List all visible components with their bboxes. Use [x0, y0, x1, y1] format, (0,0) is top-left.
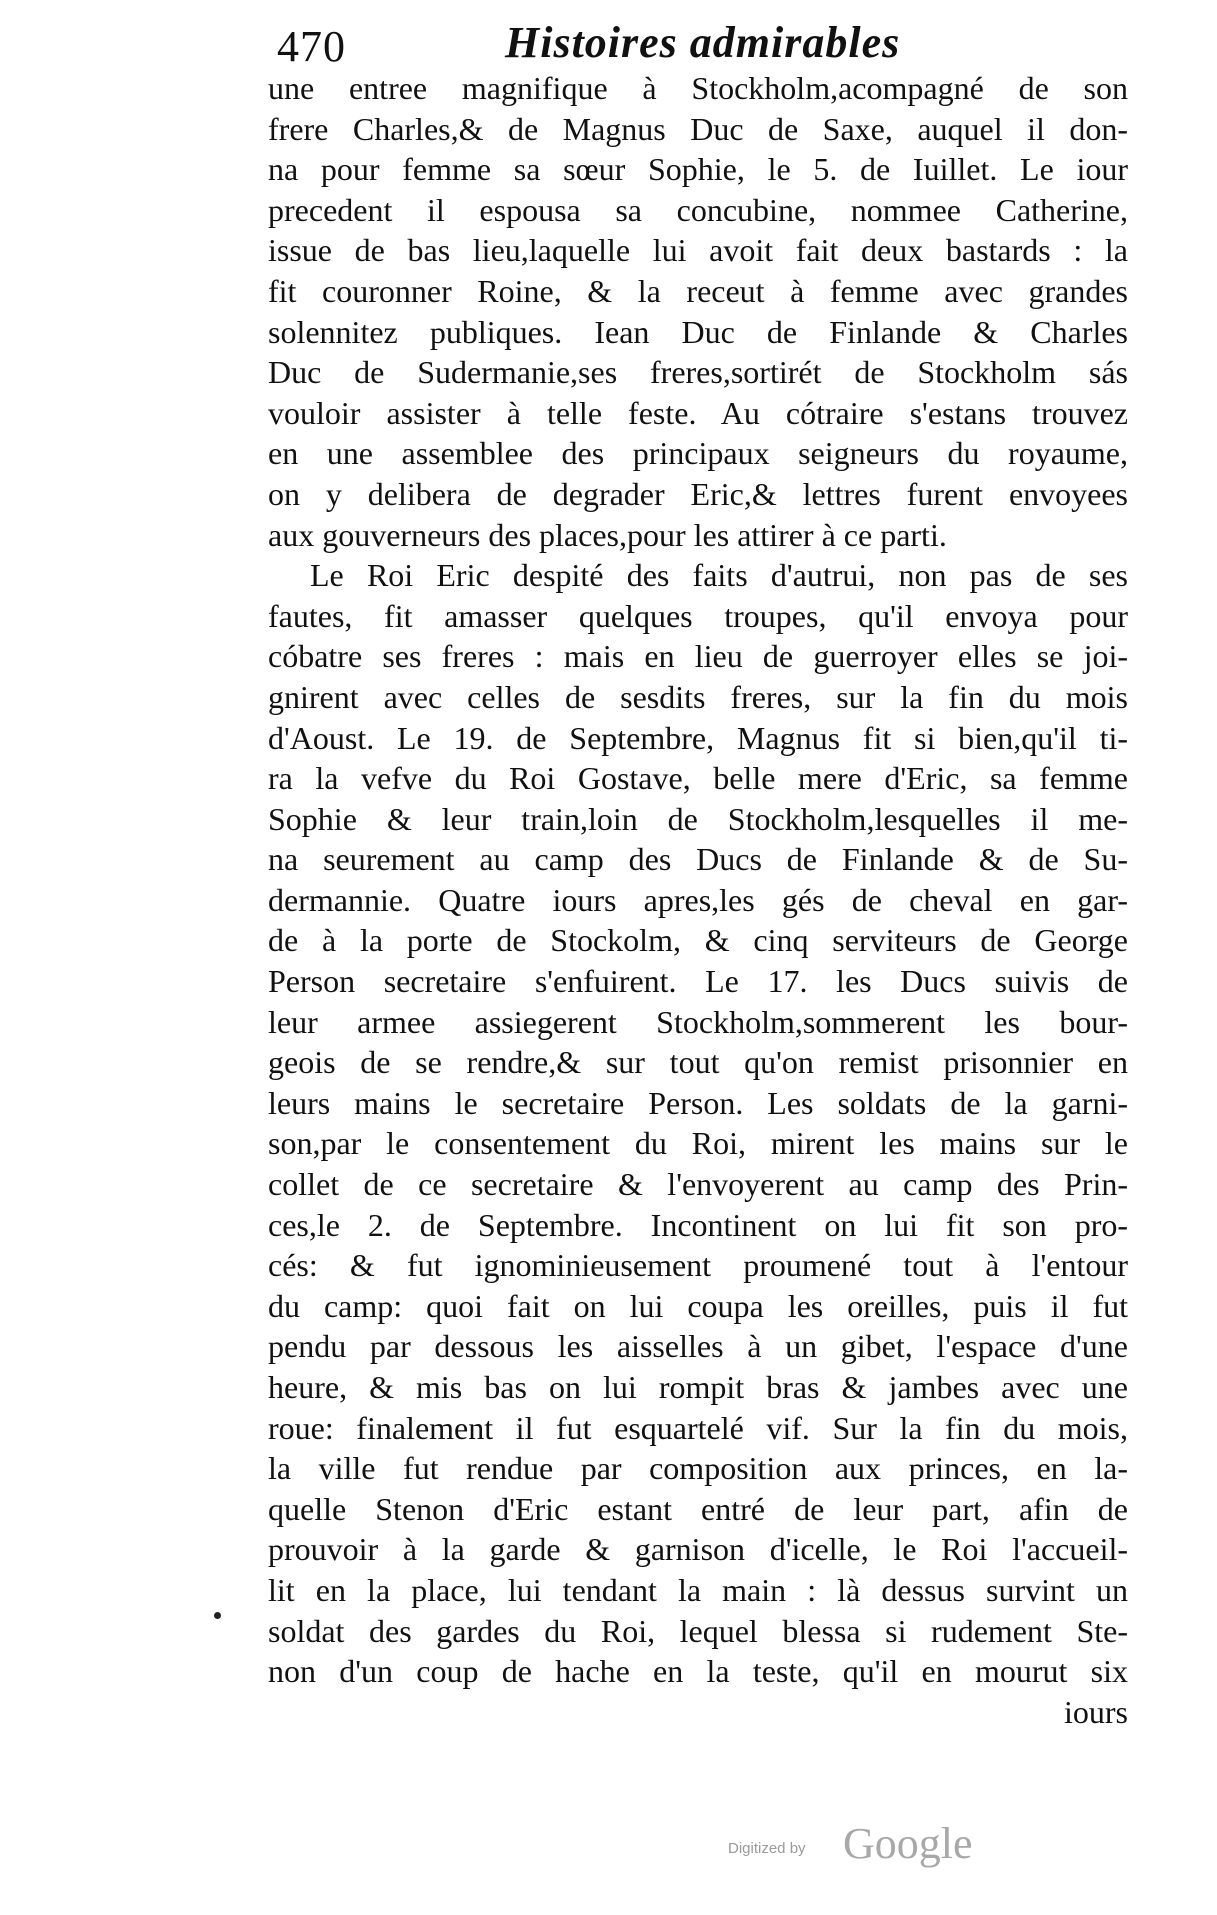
text-line: non d'un coup de hache en la teste, qu'il en mourut six [268, 1653, 1128, 1690]
text-line: en une assemblee des principaux seigneurs du royaume, [268, 435, 1128, 472]
running-title: Histoires admirables [505, 18, 901, 67]
text-line: issue de bas lieu,laquelle lui avoit fait deux bastards : la [268, 232, 1128, 269]
text-line: du camp: quoi fait on lui coupa les oreilles, puis il fut [268, 1287, 1128, 1324]
text-line: vouloir assister à telle feste. Au cótraire s'estans trouvez [268, 394, 1128, 431]
text-line: fit couronner Roine, & la receut à femme avec grandes [268, 272, 1128, 309]
text-line: geois de se rendre,& sur tout qu'on remist prisonnier en [268, 1044, 1128, 1081]
text-line: cés: & fut ignominieusement proumené tout à l'entour [268, 1247, 1128, 1284]
text-line: solennitez publiques. Iean Duc de Finlande & Charles [268, 313, 1128, 350]
page-header [255, 10, 1155, 70]
text-line: ces,le 2. de Septembre. Incontinent on lui fit son pro- [268, 1206, 1128, 1243]
text-line: precedent il espousa sa concubine, nommee Catherine, [268, 191, 1128, 228]
page-number: 470 [277, 22, 346, 71]
text-line: la ville fut rendue par composition aux princes, en la- [268, 1450, 1128, 1487]
text-line: leur armee assiegerent Stockholm,sommerent les bour- [268, 1003, 1128, 1040]
text-line: dermannie. Quatre iours apres,les gés de cheval en gar- [268, 881, 1128, 918]
text-line: aux gouverneurs des places,pour les attirer à ce parti. [268, 516, 947, 553]
text-line: cóbatre ses freres : mais en lieu de guerroyer elles se joi- [268, 638, 1128, 675]
text-line: frere Charles,& de Magnus Duc de Saxe, auquel il don- [268, 110, 1128, 147]
text-line: heure, & mis bas on lui rompit bras & jambes avec une [268, 1369, 1128, 1405]
text-line: fautes, fit amasser quelques troupes, qu'il envoya pour [268, 597, 1128, 634]
text-line: Sophie & leur train,loin de Stockholm,lesquelles il me- [268, 800, 1128, 837]
text-line: lit en la place, lui tendant la main : là dessus survint un [268, 1571, 1128, 1608]
text-line: gnirent avec celles de sesdits freres, sur la fin du mois [268, 678, 1128, 715]
text-line: quelle Stenon d'Eric estant entré de leur part, afin de [268, 1490, 1128, 1527]
watermark-brand-logo: Google [843, 1819, 973, 1868]
text-line: collet de ce secretaire & l'envoyerent au camp des Prin- [268, 1166, 1128, 1203]
text-line: d'Aoust. Le 19. de Septembre, Magnus fit si bien,qu'il ti- [268, 719, 1128, 756]
text-line: prouvoir à la garde & garnison d'icelle, le Roi l'accueil- [268, 1531, 1128, 1568]
text-line: pendu par dessous les aisselles à un gibet, l'espace d'une [268, 1328, 1128, 1365]
text-line: de à la porte de Stockolm, & cinq serviteurs de George [268, 922, 1128, 959]
text-line: on y delibera de degrader Eric,& lettres furent envoyees [268, 475, 1128, 512]
body-text [268, 68, 1128, 1732]
text-line: Duc de Sudermanie,ses freres,sortirét de Stockholm sás [268, 354, 1128, 391]
margin-mark [214, 1612, 221, 1619]
paragraph-start-line: Le Roi Eric despité des faits d'autrui, non pas de ses [310, 557, 1128, 594]
text-line: na pour femme sa sœur Sophie, le 5. de Iuillet. Le iour [268, 151, 1128, 188]
text-line: son,par le consentement du Roi, mirent les mains sur le [268, 1125, 1128, 1162]
text-line: une entree magnifique à Stockholm,acompagné de son [268, 70, 1128, 106]
text-line: na seurement au camp des Ducs de Finlande & de Su- [268, 841, 1128, 878]
text-line: roue: finalement il fut esquartelé vif. Sur la fin du mois, [268, 1409, 1128, 1446]
watermark-prefix: Digitized by [728, 1840, 806, 1857]
text-line: ra la vefve du Roi Gostave, belle mere d'Eric, sa femme [268, 760, 1128, 797]
text-line: leurs mains le secretaire Person. Les soldats de la garni- [268, 1084, 1128, 1121]
text-line: Person secretaire s'enfuirent. Le 17. les Ducs suivis de [268, 963, 1128, 1000]
catchword: iours [1064, 1693, 1128, 1730]
text-line: soldat des gardes du Roi, lequel blessa si rudement Ste- [268, 1612, 1128, 1649]
